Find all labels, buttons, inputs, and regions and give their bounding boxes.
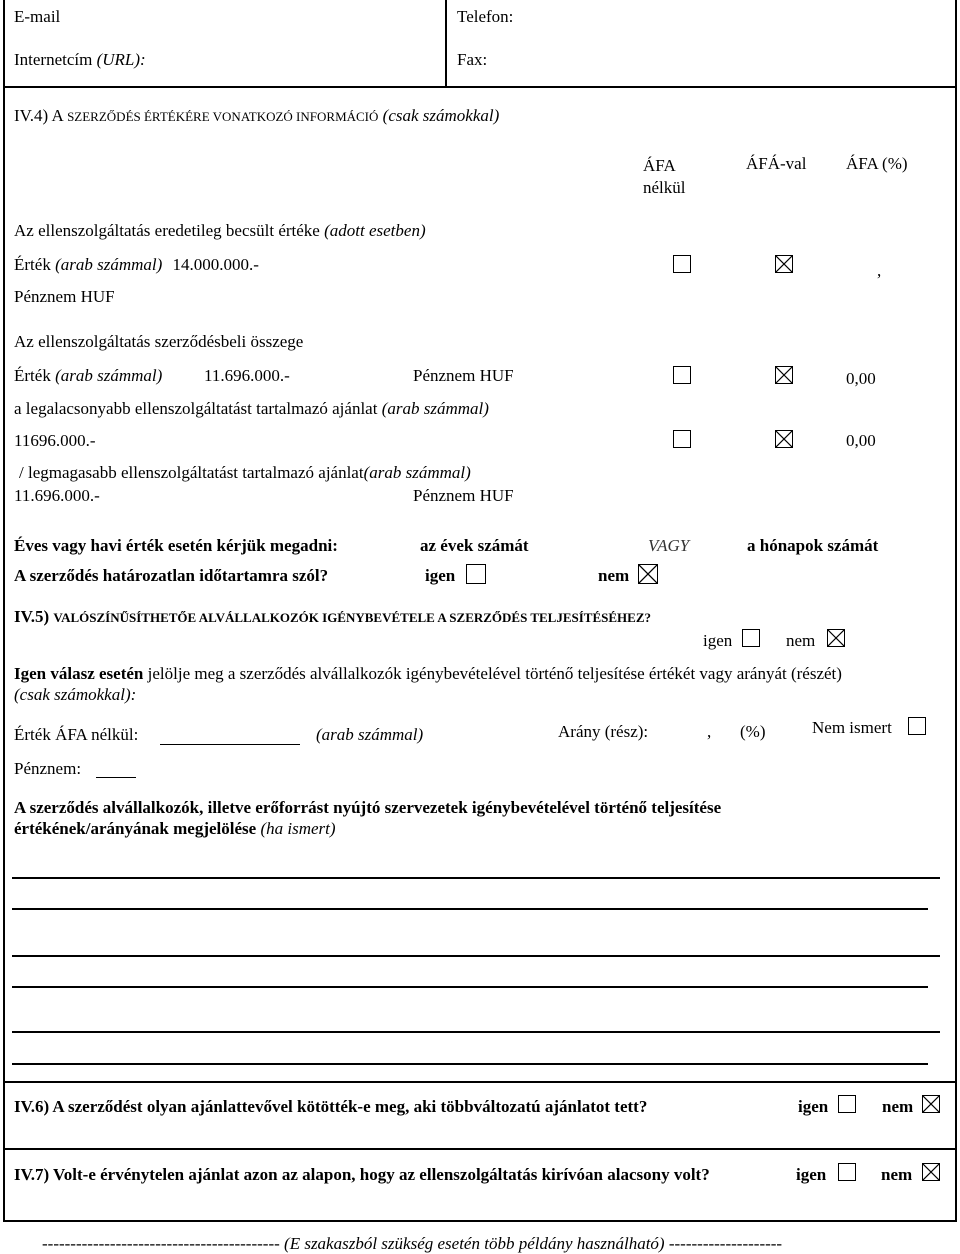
- checkbox-cross-icon: [776, 256, 792, 272]
- answer-line[interactable]: [12, 877, 940, 879]
- currency-field[interactable]: [96, 777, 136, 778]
- s6-nem-checkbox[interactable]: [922, 1095, 940, 1113]
- orig-pct: ,: [877, 261, 882, 280]
- lowest-label: a legalacsonyabb ellenszolgáltatást tartalmazó ajánlat (arab számmal): [14, 399, 489, 418]
- s6-igen-label: igen: [798, 1097, 829, 1116]
- fax-label: Fax:: [457, 50, 488, 69]
- value-no-vat-label: Érték ÁFA nélkül:: [14, 725, 139, 744]
- highest-value: 11.696.000.-: [14, 486, 100, 505]
- contract-value-row: Érték (arab számmal): [14, 366, 163, 385]
- indef-nem-checkbox[interactable]: [638, 564, 658, 584]
- ratio-label: Arány (rész):: [558, 722, 649, 741]
- indef-igen-checkbox[interactable]: [466, 564, 486, 584]
- s7-igen-checkbox[interactable]: [838, 1163, 856, 1181]
- s5-igen-label: igen: [703, 631, 733, 650]
- col-afa-pct: ÁFA (%): [846, 154, 908, 173]
- footer-note: ------------------------------------------ (E szakaszból szükség esetén több példány használható) --------------------: [42, 1234, 783, 1253]
- indef-igen-label: igen: [425, 566, 456, 585]
- col-afa-val: ÁFÁ-val: [746, 154, 807, 173]
- section-divider: [3, 1081, 957, 1083]
- email-label: E-mail: [14, 7, 61, 26]
- ratio-comma: ,: [707, 722, 712, 741]
- lowest-afa-val-checkbox[interactable]: [775, 430, 793, 448]
- s7-igen-label: igen: [796, 1165, 827, 1184]
- section-divider: [3, 86, 957, 88]
- indef-label: A szerződés határozatlan időtartamra szól?: [14, 566, 329, 585]
- highest-currency: Pénznem HUF: [413, 486, 514, 505]
- section-6-text: IV.6) A szerződést olyan ajánlattevővel kötötték-e meg, aki többváltozatú ajánlatot tett?: [14, 1097, 648, 1116]
- value-no-vat-field[interactable]: [160, 744, 300, 745]
- col-afa-nelkul: ÁFA nélkül: [643, 156, 686, 198]
- annual-months: a hónapok számát: [747, 536, 879, 555]
- lowest-value: 11696.000.-: [14, 431, 96, 450]
- answer-line[interactable]: [12, 1063, 928, 1065]
- orig-currency: Pénznem HUF: [14, 287, 115, 306]
- phone-label: Telefon:: [457, 7, 514, 26]
- highest-label: / legmagasabb ellenszolgáltatást tartalmazó ajánlat(arab számmal): [19, 463, 471, 482]
- lowest-pct: 0,00: [846, 431, 876, 450]
- url-label: Internetcím (URL):: [14, 50, 146, 69]
- contract-currency: Pénznem HUF: [413, 366, 514, 385]
- contract-afa-nelkul-checkbox[interactable]: [673, 366, 691, 384]
- s5-nem-label: nem: [786, 631, 816, 650]
- annual-or: VAGY: [648, 536, 690, 555]
- orig-afa-nelkul-checkbox[interactable]: [673, 255, 691, 273]
- contract-value: 11.696.000.-: [204, 366, 290, 385]
- unknown-label: Nem ismert: [812, 718, 892, 737]
- orig-value-row: Érték (arab számmal) 14.000.000.-: [14, 255, 259, 274]
- section-5-heading: IV.5) VALÓSZÍNŰSÍTHETŐE ALVÁLLALKOZÓK IGÉNYBEVÉTELE A SZERZŐDÉS TELJESÍTÉSÉHEZ?: [14, 607, 652, 626]
- s6-igen-checkbox[interactable]: [838, 1095, 856, 1113]
- contract-title: Az ellenszolgáltatás szerződésbeli összege: [14, 332, 304, 351]
- s6-nem-label: nem: [882, 1097, 914, 1116]
- checkbox-cross-icon: [923, 1164, 939, 1180]
- s7-nem-label: nem: [881, 1165, 913, 1184]
- checkbox-cross-icon: [639, 565, 657, 583]
- unknown-checkbox[interactable]: [908, 717, 926, 735]
- checkbox-cross-icon: [776, 431, 792, 447]
- answer-line[interactable]: [12, 908, 928, 910]
- indef-nem-label: nem: [598, 566, 630, 585]
- contract-pct: 0,00: [846, 369, 876, 388]
- checkbox-cross-icon: [923, 1096, 939, 1112]
- value-arab-note: (arab számmal): [316, 725, 424, 744]
- subs-title-2: értékének/arányának megjelölése (ha ismert): [14, 819, 336, 838]
- currency-label: Pénznem:: [14, 759, 82, 778]
- answer-line[interactable]: [12, 955, 940, 957]
- s5-igen-checkbox[interactable]: [742, 629, 760, 647]
- orig-title: Az ellenszolgáltatás eredetileg becsült értéke (adott esetben): [14, 221, 426, 240]
- ratio-pct: (%): [740, 722, 766, 741]
- answer-line[interactable]: [12, 986, 928, 988]
- if-yes-line: Igen válasz esetén jelölje meg a szerződés alvállalkozók igénybevételével történő teljesítése értékét vagy arányát (részét): [14, 664, 842, 683]
- orig-afa-val-checkbox[interactable]: [775, 255, 793, 273]
- checkbox-cross-icon: [828, 630, 844, 646]
- subs-title-1: A szerződés alvállalkozók, illetve erőforrást nyújtó szervezetek igénybevételével történő teljesítése: [14, 798, 722, 817]
- checkbox-cross-icon: [776, 367, 792, 383]
- contact-divider: [445, 0, 447, 86]
- lowest-afa-nelkul-checkbox[interactable]: [673, 430, 691, 448]
- section-7-text: IV.7) Volt-e érvénytelen ajánlat azon az alapon, hogy az ellenszolgáltatás kirívóan alacsony volt?: [14, 1165, 710, 1184]
- contract-afa-val-checkbox[interactable]: [775, 366, 793, 384]
- s5-nem-checkbox[interactable]: [827, 629, 845, 647]
- s7-nem-checkbox[interactable]: [922, 1163, 940, 1181]
- section-divider: [3, 1148, 957, 1150]
- annual-label: Éves vagy havi érték esetén kérjük megadni:: [14, 536, 338, 555]
- if-yes-note: (csak számokkal):: [14, 685, 137, 704]
- answer-line[interactable]: [12, 1031, 940, 1033]
- section-4-heading: IV.4) A SZERZŐDÉS ÉRTÉKÉRE VONATKOZÓ INFORMÁCIÓ (csak számokkal): [14, 106, 500, 125]
- annual-years: az évek számát: [420, 536, 529, 555]
